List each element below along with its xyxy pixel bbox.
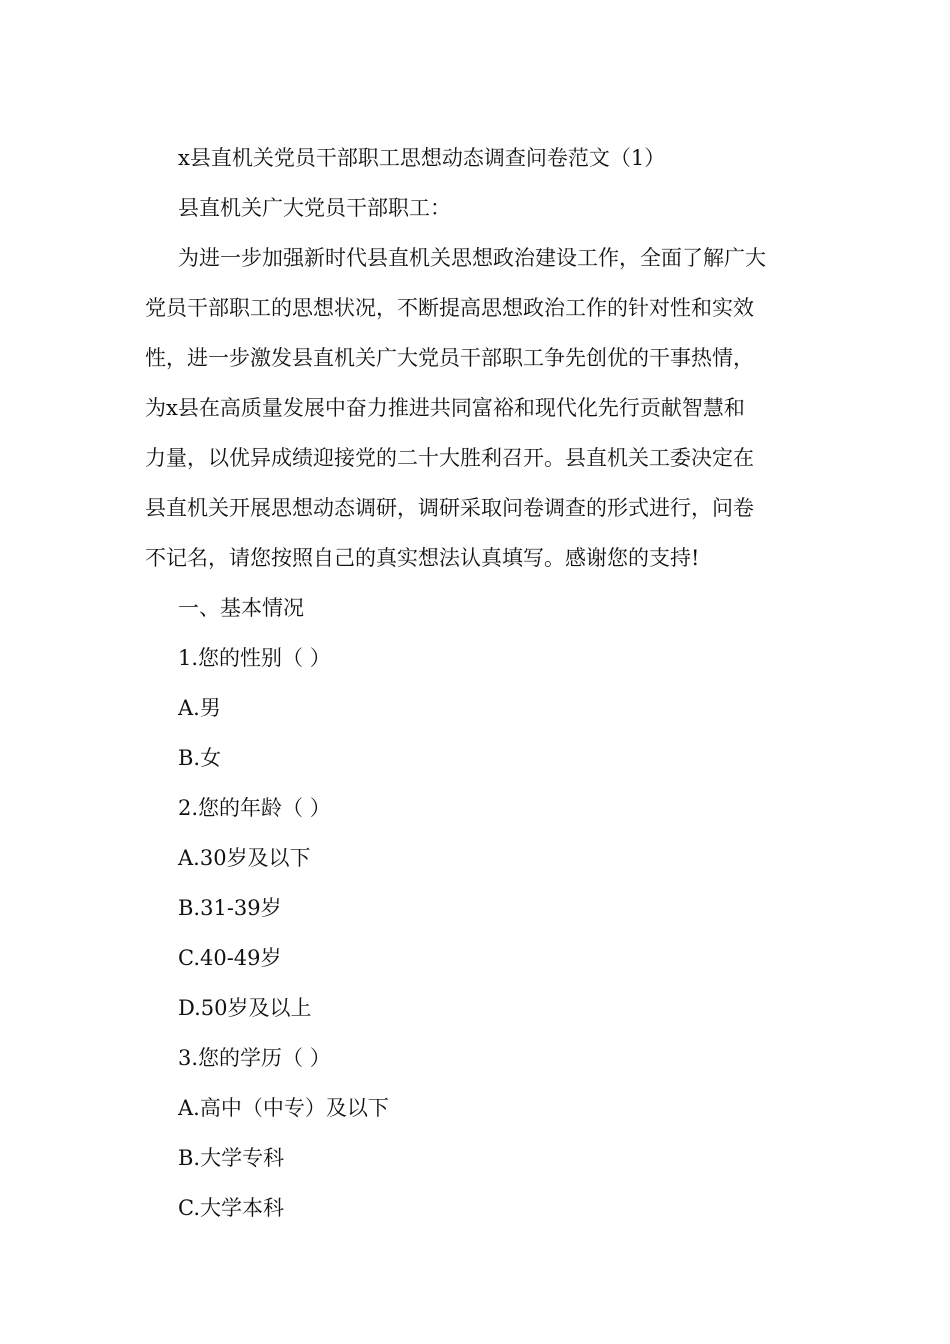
intro-line: 力量，以优异成绩迎接党的二十大胜利召开。县直机关工委决定在 bbox=[145, 446, 754, 470]
intro-line: 县直机关开展思想动态调研，调研采取问卷调查的形式进行，问卷 bbox=[145, 496, 754, 520]
intro-paragraph bbox=[145, 233, 807, 583]
question-option: D.50岁及以上 bbox=[178, 996, 312, 1020]
question-option: C.40-49岁 bbox=[178, 946, 282, 970]
intro-line: 党员干部职工的思想状况，不断提高思想政治工作的针对性和实效 bbox=[145, 296, 754, 320]
salutation: 县直机关广大党员干部职工： bbox=[178, 196, 451, 220]
document-body bbox=[145, 133, 807, 1233]
question-option: B.女 bbox=[178, 746, 222, 770]
intro-line: 为x县在高质量发展中奋力推进共同富裕和现代化先行贡献智慧和 bbox=[145, 396, 745, 420]
document-title: x县直机关党员干部职工思想动态调查问卷范文（1） bbox=[178, 146, 666, 170]
question-text: 1.您的性别（ ） bbox=[178, 646, 331, 670]
question-option: C.大学本科 bbox=[178, 1196, 284, 1220]
question-option: A.男 bbox=[178, 696, 221, 720]
intro-line: 性，进一步激发县直机关广大党员干部职工争先创优的干事热情， bbox=[145, 346, 754, 370]
question-2 bbox=[145, 783, 807, 1033]
question-option: B.31-39岁 bbox=[178, 896, 282, 920]
question-text: 2.您的年龄（ ） bbox=[178, 796, 331, 820]
intro-line: 为进一步加强新时代县直机关思想政治建设工作，全面了解广大 bbox=[178, 246, 766, 270]
intro-line: 不记名，请您按照自己的真实想法认真填写。感谢您的支持! bbox=[145, 546, 700, 570]
question-1 bbox=[145, 633, 807, 783]
question-3 bbox=[145, 1033, 807, 1233]
question-option: A.30岁及以下 bbox=[178, 846, 311, 870]
question-option: B.大学专科 bbox=[178, 1146, 285, 1170]
question-option: A.高中（中专）及以下 bbox=[178, 1096, 389, 1120]
question-text: 3.您的学历（ ） bbox=[178, 1046, 331, 1070]
section-heading: 一、基本情况 bbox=[178, 596, 304, 620]
